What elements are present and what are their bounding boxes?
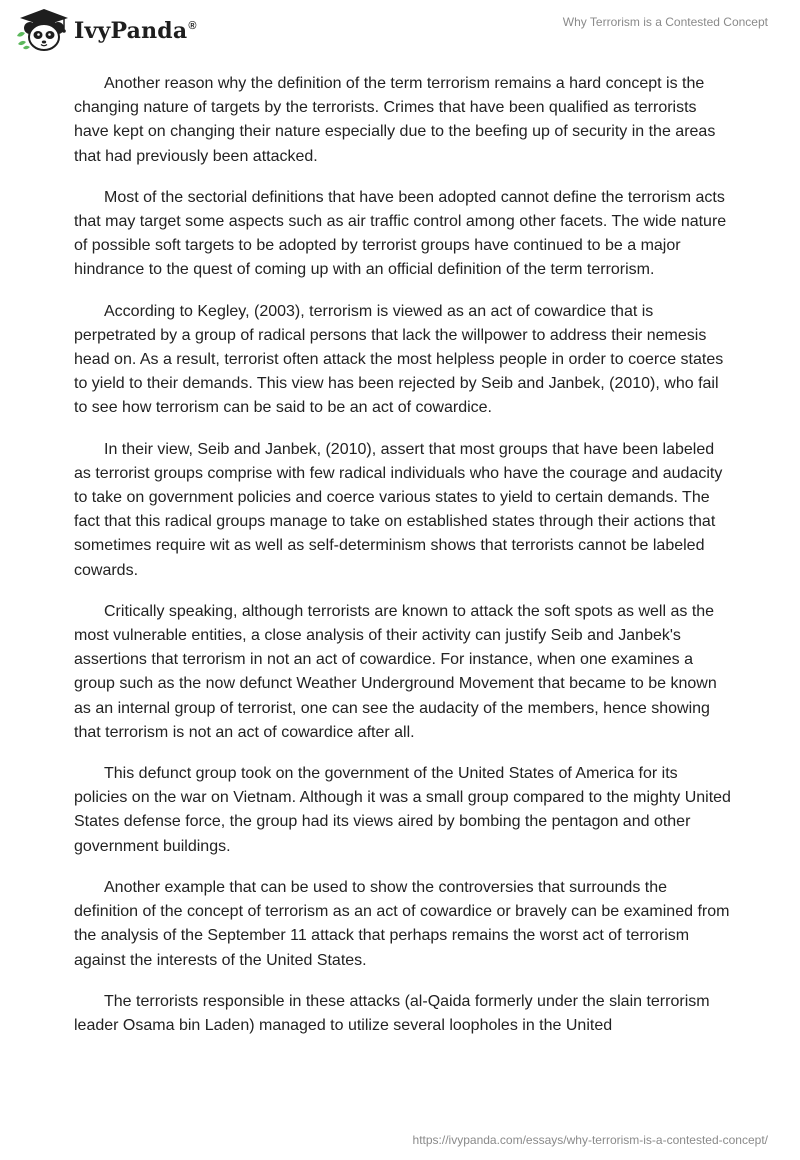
paragraph: In their view, Seib and Janbek, (2010), assert that most groups that have been labeled as terrorist groups comprise with few radical individuals who have the courage and audacity to take on government policies and coerce various states to yield to certain demands. The fact that this radical groups manage to take on established states through their actions that sometimes require wit as well as self-determinism shows that terrorists cannot be labeled cowards.: [74, 440, 723, 579]
panda-graduation-cap-logo-icon: [14, 6, 70, 52]
essay-body: [74, 72, 734, 1055]
paragraph: According to Kegley, (2003), terrorism is viewed as an act of cowardice that is perpetrated by a group of radical persons that lack the willpower to address their nemesis head on. As a result, terrorist often attack the most helpless people in order to coerce states to yield to their demands. This view has been rejected by Seib and Janbek, (2010), who fail to see how terrorism can be said to be an act of cowardice.: [74, 302, 724, 417]
page-header: [0, 0, 800, 62]
paragraph: Another reason why the definition of the term terrorism remains a hard concept is the changing nature of targets by the terrorists. Crimes that have been qualified as terrorists have kept on changing their nature especially due to the beefing up of security in the areas that had previously been attacked.: [74, 75, 716, 165]
source-url[interactable]: https://ivypanda.com/essays/why-terrorism-is-a-contested-concept/: [412, 1133, 768, 1147]
registered-mark: ®: [188, 20, 197, 32]
brand-name: IvyPanda®: [74, 18, 197, 44]
document-title: Why Terrorism is a Contested Concept: [562, 15, 768, 29]
paragraph: The terrorists responsible in these attacks (al-Qaida formerly under the slain terrorism leader Osama bin Laden) managed to utilize several loopholes in the United: [74, 992, 710, 1034]
brand-logo[interactable]: [14, 6, 197, 52]
paragraph: Critically speaking, although terrorists are known to attack the soft spots as well as the most vulnerable entities, a close analysis of their activity can justify Seib and Janbek's assertions that terrorism in not an act of cowardice. For instance, when one examines a group such as the now defunct Weather Underground Movement that became to be known as an internal group of terrorist, one can see the audacity of the members, hence showing that terrorism is not an act of cowardice after all.: [74, 602, 717, 741]
paragraph: This defunct group took on the government of the United States of America for its policies on the war on Vietnam. Although it was a small group compared to the mighty United States defense force, the group had its views aired by bombing the pentagon and other government buildings.: [74, 765, 731, 855]
paragraph: Most of the sectorial definitions that have been adopted cannot define the terrorism acts that may target some aspects such as air traffic control among other facets. The wide nature of possible soft targets to be adopted by terrorist groups have continued to be a major hindrance to the quest of coming up with an official definition of the term terrorism.: [74, 188, 727, 279]
paragraph: Another example that can be used to show the controversies that surrounds the definition of the concept of terrorism as an act of cowardice or bravely can be examined from the analysis of the September 11 attack that perhaps remains the worst act of terrorism against the interests of the United States.: [74, 878, 730, 969]
